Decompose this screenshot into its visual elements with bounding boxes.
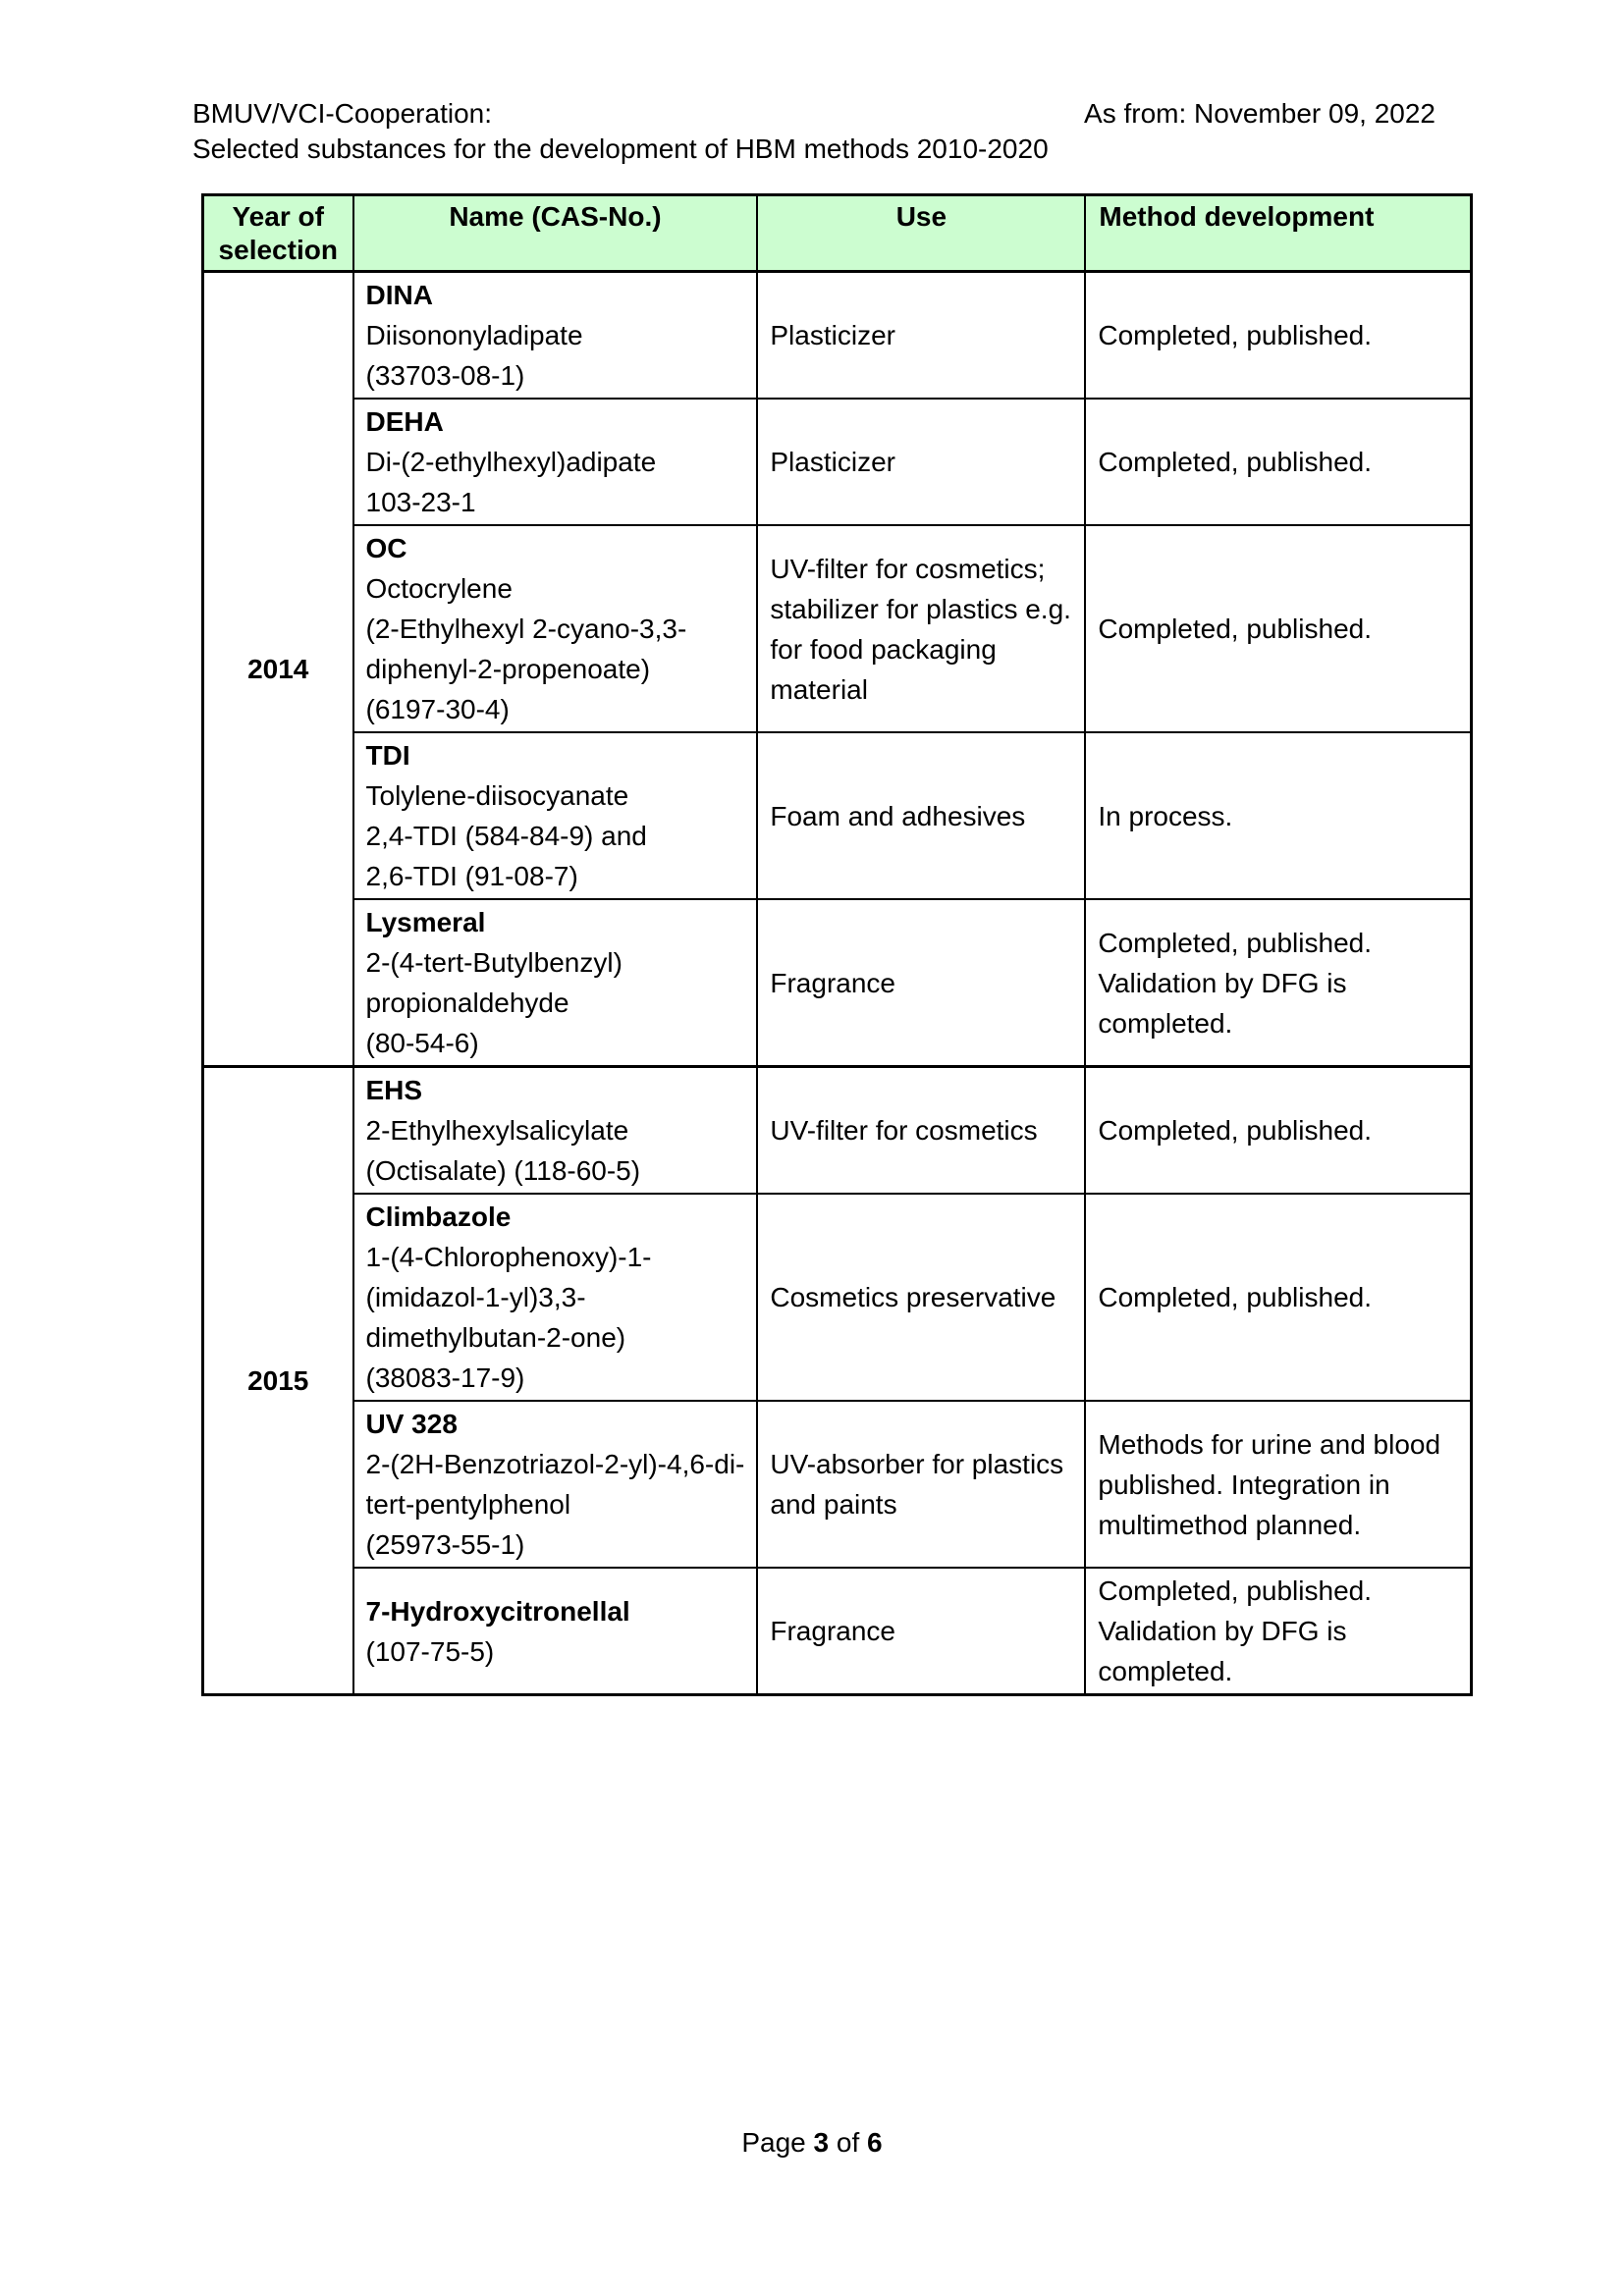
substance-abbreviation: 7-Hydroxycitronellal: [365, 1595, 630, 1627]
substance-name-line: 2-(4-tert-Butylbenzyl): [365, 947, 623, 978]
substance-name-line: (33703-08-1): [365, 360, 525, 391]
table-row: [203, 899, 1472, 1067]
table-row: [203, 399, 1472, 525]
table-row: [203, 1568, 1472, 1695]
substance-name-cell: [353, 899, 758, 1067]
use-cell: UV-absorber for plastics and paints: [757, 1401, 1085, 1568]
use-cell: Cosmetics preservative: [757, 1194, 1085, 1401]
method-development-cell: Completed, published.: [1085, 1067, 1471, 1195]
substance-name-line: dimethylbutan-2-one): [365, 1322, 626, 1353]
substance-name-cell: [353, 1568, 758, 1695]
footer-page-label: Page: [741, 2127, 806, 2158]
substance-name-line: (107-75-5): [365, 1635, 495, 1667]
cooperation-title: BMUV/VCI-Cooperation:: [192, 98, 493, 129]
substance-name-line: diphenyl-2-propenoate): [365, 654, 651, 684]
method-development-cell: Completed, published.: [1085, 272, 1471, 400]
column-header-year-of-selection: Year of selection: [203, 195, 353, 272]
substance-name-line: (80-54-6): [365, 1028, 479, 1058]
header-first-row: [192, 96, 1435, 132]
footer-total-pages: 6: [867, 2127, 883, 2158]
table-row: [203, 525, 1472, 732]
table-row: [203, 1401, 1472, 1568]
method-development-cell: Completed, published. Validation by DFG is completed.: [1085, 1568, 1471, 1695]
substance-name-cell: [353, 1401, 758, 1568]
use-cell: UV-filter for cosmetics; stabilizer for plastics e.g. for food packaging material: [757, 525, 1085, 732]
substance-abbreviation: Climbazole: [365, 1201, 512, 1232]
substance-name-line: (25973-55-1): [365, 1529, 525, 1560]
use-cell: Plasticizer: [757, 272, 1085, 400]
substance-name-cell: [353, 1067, 758, 1195]
page-footer: [0, 2125, 1624, 2161]
substance-name-cell: [353, 272, 758, 400]
table-header: [203, 195, 1472, 272]
substance-abbreviation: DEHA: [365, 406, 444, 437]
substance-name-cell: [353, 399, 758, 525]
substance-name-line: 103-23-1: [365, 487, 476, 517]
table-header-row: [203, 195, 1472, 272]
substance-name-cell: [353, 732, 758, 899]
column-header-use: Use: [757, 195, 1085, 272]
substance-name-line: Tolylene-diisocyanate: [365, 780, 629, 811]
substance-abbreviation: Lysmeral: [365, 907, 486, 937]
document-subtitle: Selected substances for the development of HBM methods 2010-2020: [192, 133, 1049, 164]
use-cell: Foam and adhesives: [757, 732, 1085, 899]
substance-name-line: tert-pentylphenol: [365, 1489, 571, 1520]
method-development-cell: In process.: [1085, 732, 1471, 899]
table-row: [203, 1194, 1472, 1401]
substance-name-line: Diisononyladipate: [365, 320, 583, 350]
substance-name-line: Octocrylene: [365, 573, 513, 604]
year-of-selection-cell: 2014: [203, 272, 353, 1067]
substance-name-line: 2,6-TDI (91-08-7): [365, 861, 578, 891]
substance-name-cell: [353, 1194, 758, 1401]
substance-abbreviation: UV 328: [365, 1409, 458, 1439]
column-header-name-cas-no: Name (CAS-No.): [353, 195, 758, 272]
footer-of-label: of: [836, 2127, 860, 2158]
substance-name-line: (2-Ethylhexyl 2-cyano-3,3-: [365, 614, 687, 644]
year-of-selection-cell: 2015: [203, 1067, 353, 1695]
use-cell: Plasticizer: [757, 399, 1085, 525]
substance-name-line: 2-Ethylhexylsalicylate: [365, 1115, 629, 1146]
method-development-cell: Completed, published.: [1085, 399, 1471, 525]
table-row: [203, 272, 1472, 400]
substance-name-line: (38083-17-9): [365, 1362, 525, 1393]
footer-current-page: 3: [813, 2127, 830, 2158]
table-row: [203, 1067, 1472, 1195]
substance-name-cell: [353, 525, 758, 732]
method-development-cell: Methods for urine and blood published. Integration in multimethod planned.: [1085, 1401, 1471, 1568]
substance-name-line: Di-(2-ethylhexyl)adipate: [365, 447, 657, 477]
substance-table-body: [203, 272, 1472, 1695]
substance-abbreviation: EHS: [365, 1075, 423, 1105]
substance-name-line: propionaldehyde: [365, 988, 569, 1018]
substance-name-line: 2-(2H-Benzotriazol-2-yl)-4,6-di-: [365, 1449, 745, 1479]
document-header: [192, 96, 1435, 167]
table-row: [203, 732, 1472, 899]
method-development-cell: Completed, published.: [1085, 525, 1471, 732]
substance-name-line: (Octisalate) (118-60-5): [365, 1155, 641, 1186]
substance-name-line: 1-(4-Chlorophenoxy)-1-: [365, 1242, 652, 1272]
use-cell: Fragrance: [757, 1568, 1085, 1695]
substance-abbreviation: OC: [365, 533, 407, 563]
use-cell: Fragrance: [757, 899, 1085, 1067]
substance-abbreviation: DINA: [365, 280, 433, 310]
method-development-cell: Completed, published.: [1085, 1194, 1471, 1401]
method-development-cell: Completed, published. Validation by DFG is completed.: [1085, 899, 1471, 1067]
use-cell: UV-filter for cosmetics: [757, 1067, 1085, 1195]
column-header-method-development: Method development: [1085, 195, 1471, 272]
substance-name-line: (imidazol-1-yl)3,3-: [365, 1282, 586, 1312]
substances-table: [201, 193, 1473, 1696]
substance-abbreviation: TDI: [365, 740, 410, 771]
as-from-date: As from: November 09, 2022: [1084, 98, 1435, 129]
substance-name-line: (6197-30-4): [365, 694, 510, 724]
substance-name-line: 2,4-TDI (584-84-9) and: [365, 821, 647, 851]
